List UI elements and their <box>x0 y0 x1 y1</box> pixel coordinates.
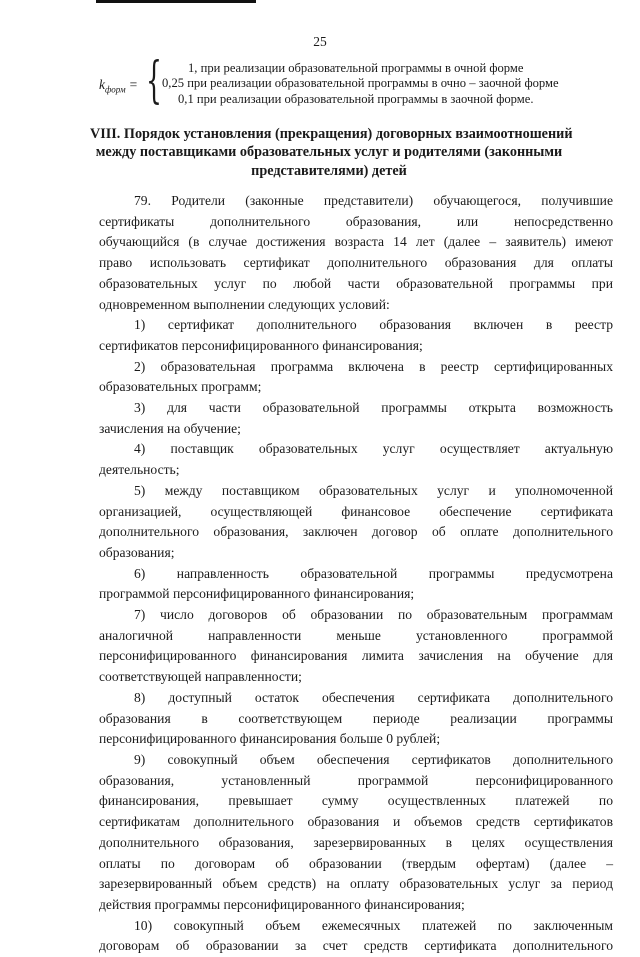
paragraph-line: 6) направленность образовательной программы предусмотрена <box>134 565 613 581</box>
paragraph-line: сертификатам дополнительного образования и объемов средств сертификатов <box>99 814 613 830</box>
paragraph-line: обучающийся (в случае достижения возраста 14 лет (далее – заявитель) имеют <box>99 234 613 250</box>
formula-brace: { <box>146 51 162 109</box>
paragraph-line: 9) совокупный объем обеспечения сертификатов дополнительного <box>134 751 613 767</box>
paragraph <box>99 481 613 564</box>
document-body <box>99 191 613 957</box>
formula-case-1: 1, при реализации образовательной программы в очной форме <box>188 61 524 75</box>
paragraph-line: деятельность; <box>99 462 180 478</box>
paragraph-line: образования; <box>99 544 175 560</box>
paragraph-line: образования в соответствующем периоде реализации программы <box>99 710 613 726</box>
paragraph <box>99 315 613 356</box>
paragraph-line: персонифицированного финансирования больше 0 рублей; <box>99 731 441 747</box>
formula-symbol <box>99 77 137 95</box>
paragraph-line: одновременном выполнении следующих условий: <box>99 296 390 312</box>
paragraph-line: сертификаты дополнительного образования, или непосредственно <box>99 213 613 229</box>
paragraph-line: 79. Родители (законные представители) обучающегося, получившие <box>134 193 613 208</box>
formula-block <box>99 51 619 111</box>
paragraph-line: зарезервированный объем средств) на оплату образовательных услуг за период <box>99 876 613 892</box>
formula-case-2: 0,25 при реализации образовательной программы в очно – заочной форме <box>162 76 559 90</box>
paragraph-line: образовательных программ; <box>99 379 262 395</box>
paragraph <box>99 191 613 315</box>
section-heading <box>90 125 573 180</box>
paragraph-line: образовательных услуг по любой части образовательной программы при <box>99 275 613 291</box>
paragraph-line: организацией, осуществляющей финансовое обеспечение сертификата <box>99 503 613 519</box>
formula-k: k <box>99 77 105 92</box>
paragraph-line: договорам об образовании за счет средств сертификата дополнительного <box>99 938 613 954</box>
paragraph-line: зачисления на обучение; <box>99 420 241 436</box>
heading-line: представителями) детей <box>251 162 407 179</box>
page-number: 25 <box>313 34 327 49</box>
paragraph-line: 5) между поставщиком образовательных услуг и уполномоченной <box>134 482 613 498</box>
paragraph <box>99 750 613 916</box>
paragraph <box>99 398 613 439</box>
heading-line: между поставщиками образовательных услуг и родителями (законными <box>95 144 563 161</box>
paragraph <box>99 357 613 398</box>
paragraph-line: персонифицированного финансирования лимита зачисления на обучение для <box>99 648 613 664</box>
top-rule <box>96 0 256 3</box>
paragraph-line: право использовать сертификат дополнительного образования для оплаты <box>99 255 613 271</box>
paragraph-line: действия программы персонифицированного финансирования; <box>99 896 465 912</box>
paragraph-line: соответствующей направленности; <box>99 669 302 685</box>
formula-subscript: форм <box>105 84 126 95</box>
formula-equals: = <box>129 77 138 92</box>
paragraph <box>99 564 613 605</box>
paragraph-line: 2) образовательная программа включена в реестр сертифицированных <box>134 358 613 374</box>
paragraph <box>99 688 613 750</box>
formula-case-3: 0,1 при реализации образовательной программы в заочной форме. <box>178 92 534 106</box>
paragraph-line: 7) число договоров об образовании по образовательным программам <box>134 607 613 623</box>
paragraph <box>99 605 613 688</box>
paragraph-line: дополнительного образования, заключен договор об оплате дополнительного <box>99 524 613 540</box>
paragraph-line: дополнительного образования, зарезервированных в целях осуществления <box>99 834 613 850</box>
paragraph-line: образования, установленный программой персонифицированного <box>99 772 613 788</box>
paragraph-line: 10) совокупный объем ежемесячных платежей по заключенным <box>134 917 613 933</box>
paragraph <box>99 916 613 957</box>
paragraph <box>99 439 613 480</box>
paragraph-line: 8) доступный остаток обеспечения сертификата дополнительного <box>134 689 613 705</box>
paragraph-line: 4) поставщик образовательных услуг осуществляет актуальную <box>134 441 613 457</box>
paragraph-line: оплаты по договорам об образовании (твердым офертам) (далее – <box>99 855 613 871</box>
heading-line: VIII. Порядок установления (прекращения) договорных взаимоотношений <box>90 126 573 142</box>
paragraph-line: сертификатов персонифицированного финансирования; <box>99 337 423 353</box>
paragraph-line: 1) сертификат дополнительного образования включен в реестр <box>134 317 613 333</box>
paragraph-line: программой персонифицированного финансирования; <box>99 586 415 602</box>
paragraph-line: финансирования, превышает сумму осуществленных платежей по <box>99 793 613 809</box>
paragraph-line: 3) для части образовательной программы открыта возможность <box>134 400 613 416</box>
paragraph-line: аналогичной направленности меньше установленного программой <box>99 627 613 643</box>
